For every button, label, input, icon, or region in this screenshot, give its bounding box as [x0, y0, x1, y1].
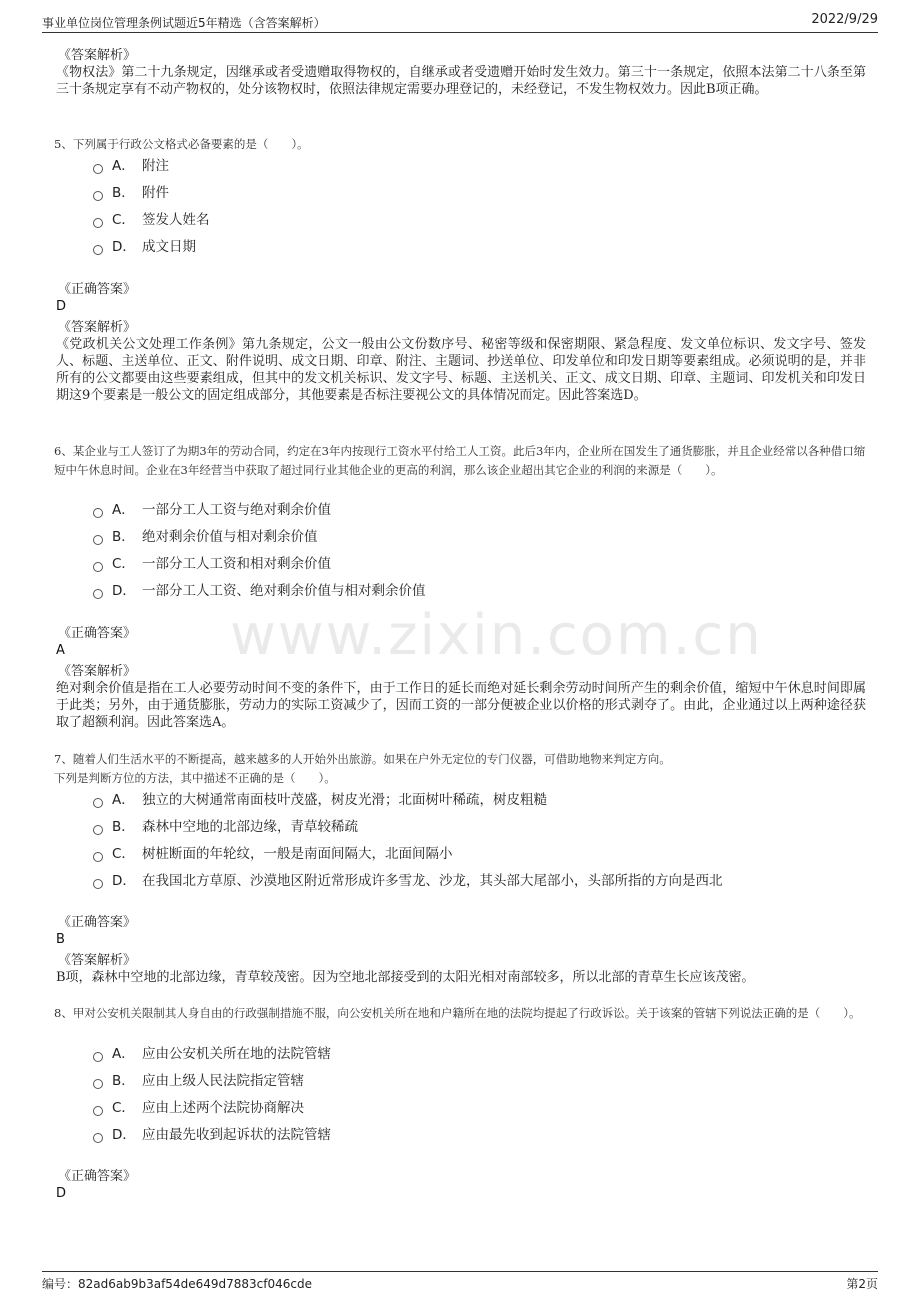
analysis-text: 绝对剩余价值是指在工人必要劳动时间不变的条件下，由于工作日的延长而绝对延长剩余劳动时间所产生的剩余价值，缩短中午休息时间即属于此类；另外，由于通货膨胀，劳动力的实际工资减少了，因而工资的一部分便被企业以价格的形式剥夺了。由此，企业通过以上两种途径获取了超额利润。因此答案选A。	[56, 681, 866, 730]
option-text: 应由上级人民法院指定管辖	[142, 1073, 304, 1089]
radio-icon[interactable]	[93, 589, 103, 599]
question-stem: 7、随着人们生活水平的不断提高，越来越多的人开始外出旅游。如果在户外无定位的专门仪器，可借助地物来判定方向。	[54, 752, 671, 766]
option-text: 附件	[142, 185, 169, 201]
option-text: 独立的大树通常南面枝叶茂盛，树皮光滑；北面树叶稀疏，树皮粗糙	[142, 792, 547, 808]
radio-icon[interactable]	[93, 508, 103, 518]
page-number: 第2页	[846, 1277, 878, 1291]
option-b[interactable]: B． 附件	[93, 182, 169, 204]
radio-icon[interactable]	[93, 245, 103, 255]
radio-icon[interactable]	[93, 879, 103, 889]
option-b[interactable]: B． 森林中空地的北部边缘，青草较稀疏	[93, 816, 358, 838]
page-footer	[42, 1271, 878, 1294]
option-a[interactable]: A． 附注	[93, 155, 169, 177]
analysis-label: 《答案解析》	[58, 664, 137, 679]
correct-answer-label: 《正确答案》	[58, 626, 137, 641]
option-c[interactable]: C． 签发人姓名	[93, 209, 210, 231]
analysis-label: 《答案解析》	[58, 320, 137, 335]
analysis-label: 《答案解析》	[58, 48, 137, 63]
option-a[interactable]: A． 一部分工人工资与绝对剩余价值	[93, 499, 331, 521]
question-stem: 5、下列属于行政公文格式必备要素的是（ ）。	[54, 137, 309, 151]
analysis-text: 《党政机关公文处理工作条例》第九条规定，公文一般由公文份数序号、秘密等级和保密期限、紧急程度、发文单位标识、发文字号、签发人、标题、主送单位、正文、附件说明、成文日期、印章、附注、主题词、抄送单位、印发单位和印发日期等要素组成。必须说明的是，并非所有的公文都要由这些要素组成，但其中的发文机关标识、发文字号、标题、主送机关、正文、成文日期、印章、主题词、印发机关和印发日期这9个要素是一般公文的固定组成部分，其他要素是否标注要视公文的具体情况而定。因此答案选D。	[56, 337, 866, 403]
option-d[interactable]: D． 成文日期	[93, 236, 196, 258]
option-text: 应由上述两个法院协商解决	[142, 1100, 304, 1116]
question-stem: 6、某企业与工人签订了为期3年的劳动合同，约定在3年内按现行工资水平付给工人工资。此后3年内，企业所在国发生了通货膨胀，并且企业经常以各种借口缩短中午休息时间。企业在3年经营当中获取了超过同行业其他企业的更高的利润，那么该企业超出其它企业的利润的来源是（ ）。	[54, 444, 866, 477]
radio-icon[interactable]	[93, 1052, 103, 1062]
option-b[interactable]: B． 绝对剩余价值与相对剩余价值	[93, 526, 318, 548]
option-b[interactable]: B． 应由上级人民法院指定管辖	[93, 1070, 304, 1092]
option-a[interactable]: A． 应由公安机关所在地的法院管辖	[93, 1043, 331, 1065]
option-text: 签发人姓名	[142, 212, 210, 228]
option-text: 应由最先收到起诉状的法院管辖	[142, 1127, 331, 1143]
correct-answer: A	[56, 643, 65, 658]
radio-icon[interactable]	[93, 164, 103, 174]
radio-icon[interactable]	[93, 191, 103, 201]
option-c[interactable]: C． 一部分工人工资和相对剩余价值	[93, 553, 331, 575]
radio-icon[interactable]	[93, 798, 103, 808]
option-d[interactable]: D． 在我国北方草原、沙漠地区附近常形成许多雪龙、沙龙，其头部大尾部小，头部所指的方向是西北	[93, 870, 723, 892]
radio-icon[interactable]	[93, 1079, 103, 1089]
correct-answer: D	[56, 299, 67, 314]
page-header	[42, 12, 878, 33]
analysis-text: 《物权法》第二十九条规定，因继承或者受遗赠取得物权的，自继承或者受遗赠开始时发生效力。第三十一条规定，依照本法第二十八条至第三十条规定享有不动产物权的，处分该物权时，依照法律规定需要办理登记的，未经登记，不发生物权效力。因此B项正确。	[56, 65, 866, 97]
question-stem: 8、甲对公安机关限制其人身自由的行政强制措施不服，向公安机关所在地和户籍所在地的法院均提起了行政诉讼。关于该案的管辖下列说法正确的是（ ）。	[54, 1006, 861, 1020]
radio-icon[interactable]	[93, 562, 103, 572]
option-text: 森林中空地的北部边缘，青草较稀疏	[142, 819, 358, 835]
analysis-label: 《答案解析》	[58, 953, 137, 968]
document-serial: 编号：82ad6ab9b3af54de649d7883cf046cde	[42, 1277, 312, 1291]
question-stem-line2: 下列是判断方位的方法，其中描述不正确的是（ ）。	[54, 771, 336, 785]
correct-answer-label: 《正确答案》	[58, 282, 137, 297]
option-text: 附注	[142, 158, 169, 174]
document-title: 事业单位岗位管理条例试题近5年精选（含答案解析）	[42, 16, 326, 30]
option-text: 成文日期	[142, 239, 196, 255]
option-text: 绝对剩余价值与相对剩余价值	[142, 529, 318, 545]
option-c[interactable]: C． 树桩断面的年轮纹，一般是南面间隔大，北面间隔小	[93, 843, 453, 865]
radio-icon[interactable]	[93, 825, 103, 835]
correct-answer: B	[56, 932, 65, 947]
option-d[interactable]: D． 应由最先收到起诉状的法院管辖	[93, 1124, 331, 1146]
option-text: 一部分工人工资和相对剩余价值	[142, 556, 331, 572]
option-text: 一部分工人工资与绝对剩余价值	[142, 502, 331, 518]
correct-answer-label: 《正确答案》	[58, 1169, 137, 1184]
radio-icon[interactable]	[93, 1133, 103, 1143]
option-text: 应由公安机关所在地的法院管辖	[142, 1046, 331, 1062]
radio-icon[interactable]	[93, 852, 103, 862]
option-c[interactable]: C． 应由上述两个法院协商解决	[93, 1097, 304, 1119]
radio-icon[interactable]	[93, 1106, 103, 1116]
option-text: 一部分工人工资、绝对剩余价值与相对剩余价值	[142, 583, 426, 599]
analysis-text: B项，森林中空地的北部边缘，青草较茂密。因为空地北部接受到的太阳光相对南部较多，所以北部的青草生长应该茂密。	[56, 970, 755, 985]
option-a[interactable]: A． 独立的大树通常南面枝叶茂盛，树皮光滑；北面树叶稀疏，树皮粗糙	[93, 789, 547, 811]
watermark: www.zixin.com.cn	[230, 603, 763, 668]
document-date: 2022/9/29	[811, 12, 878, 27]
correct-answer-label: 《正确答案》	[58, 915, 137, 930]
option-d[interactable]: D． 一部分工人工资、绝对剩余价值与相对剩余价值	[93, 580, 426, 602]
option-text: 在我国北方草原、沙漠地区附近常形成许多雪龙、沙龙，其头部大尾部小，头部所指的方向是西北	[142, 873, 723, 889]
radio-icon[interactable]	[93, 535, 103, 545]
option-text: 树桩断面的年轮纹，一般是南面间隔大，北面间隔小	[142, 846, 453, 862]
radio-icon[interactable]	[93, 218, 103, 228]
correct-answer: D	[56, 1186, 67, 1201]
